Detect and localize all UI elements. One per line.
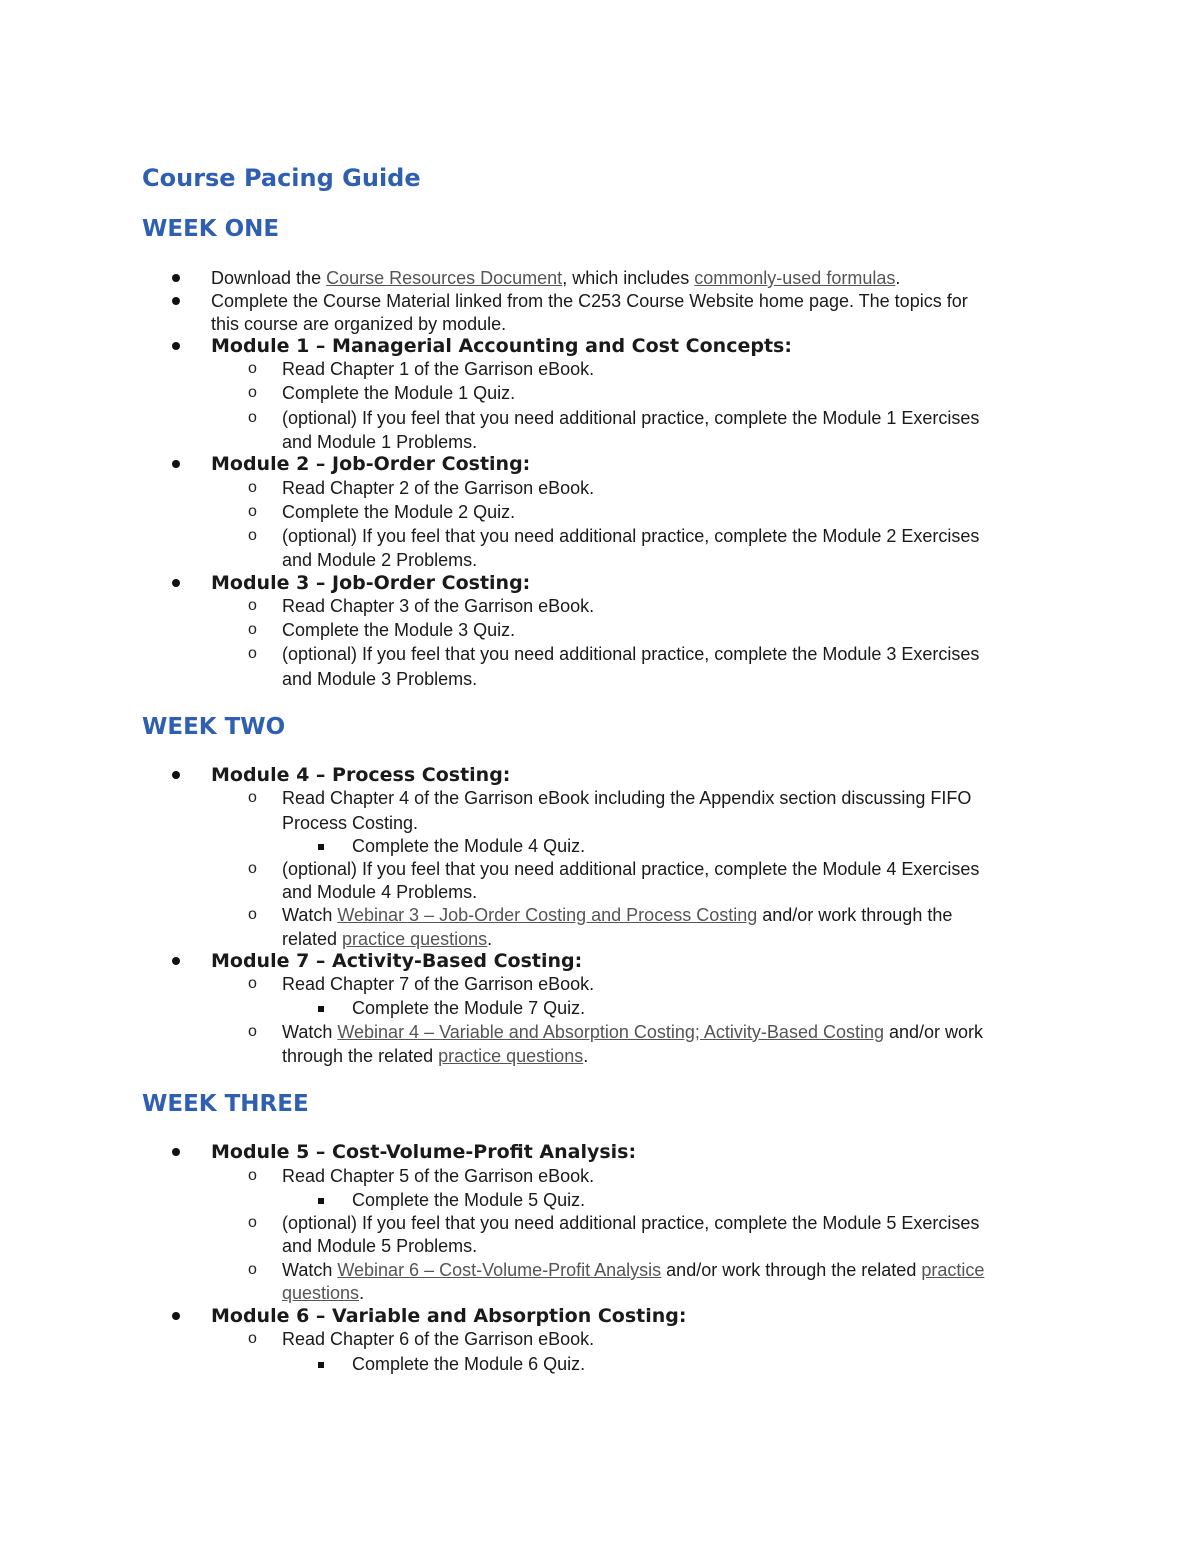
module-7-title: Module 7 – Activity-Based Costing:	[211, 950, 583, 972]
sub-bullet-icon: o	[248, 384, 257, 401]
module-7-read: Read Chapter 7 of the Garrison eBook.	[282, 974, 595, 994]
sub-bullet-icon: o	[248, 597, 257, 614]
webinar-4-link[interactable]: Webinar 4 – Variable and Absorption Costing; Activity-Based Costing	[337, 1022, 884, 1042]
formulas-link[interactable]: commonly-used formulas	[694, 268, 896, 288]
module-1-read: Read Chapter 1 of the Garrison eBook.	[282, 359, 595, 379]
sub-bullet-icon: o	[248, 860, 257, 877]
module-3-title: Module 3 – Job-Order Costing:	[211, 572, 531, 594]
sub-bullet-icon: o	[248, 1023, 257, 1040]
bullet-icon	[172, 957, 180, 965]
sub-bullet-icon: o	[248, 906, 257, 923]
sub-bullet-icon: o	[248, 621, 257, 638]
module-1-quiz: Complete the Module 1 Quiz.	[282, 383, 516, 403]
module-3-quiz: Complete the Module 3 Quiz.	[282, 620, 516, 640]
module-4-optional-line-2: and Module 4 Problems.	[282, 882, 478, 902]
module-5-optional-line-1: (optional) If you feel that you need additional practice, complete the Module 5 Exercises	[282, 1213, 980, 1233]
bullet-icon	[172, 460, 180, 468]
course-material-line-1: Complete the Course Material linked from the C253 Course Website home page. The topics for	[211, 291, 968, 311]
module-7-watch-line-2: through the related practice questions.	[282, 1046, 589, 1066]
module-3-read: Read Chapter 3 of the Garrison eBook.	[282, 596, 595, 616]
square-bullet-icon	[318, 1362, 324, 1368]
week-one-heading: WEEK ONE	[142, 216, 280, 242]
practice-questions-link[interactable]: practice	[921, 1260, 985, 1280]
sub-bullet-icon: o	[248, 527, 257, 544]
module-2-optional-line-2: and Module 2 Problems.	[282, 550, 478, 570]
module-6-read: Read Chapter 6 of the Garrison eBook.	[282, 1329, 595, 1349]
practice-questions-link[interactable]: practice questions	[342, 929, 488, 949]
module-1-optional-line-1: (optional) If you feel that you need additional practice, complete the Module 1 Exercises	[282, 408, 980, 428]
bullet-icon	[172, 1312, 180, 1320]
week-two-heading: WEEK TWO	[142, 714, 286, 740]
sub-bullet-icon: o	[248, 409, 257, 426]
page-title: Course Pacing Guide	[142, 164, 421, 192]
module-2-title: Module 2 – Job-Order Costing:	[211, 453, 531, 475]
practice-questions-link-cont[interactable]: questions	[282, 1283, 360, 1303]
square-bullet-icon	[318, 844, 324, 850]
week-three-heading: WEEK THREE	[142, 1091, 309, 1117]
module-2-optional-line-1: (optional) If you feel that you need additional practice, complete the Module 2 Exercises	[282, 526, 980, 546]
module-4-read-line-2: Process Costing.	[282, 813, 419, 833]
webinar-6-link[interactable]: Webinar 6 – Cost-Volume-Profit Analysis	[337, 1260, 662, 1280]
module-7-watch-line-1: Watch Webinar 4 – Variable and Absorption Costing; Activity-Based Costing and/or work	[282, 1022, 984, 1042]
bullet-icon	[172, 297, 180, 305]
module-7-quiz: Complete the Module 7 Quiz.	[352, 998, 586, 1018]
module-4-quiz: Complete the Module 4 Quiz.	[352, 836, 586, 856]
module-4-watch-line-2: related practice questions.	[282, 929, 493, 949]
module-4-title: Module 4 – Process Costing:	[211, 764, 511, 786]
sub-bullet-icon: o	[248, 1261, 257, 1278]
module-4-watch-line-1: Watch Webinar 3 – Job-Order Costing and Process Costing and/or work through the	[282, 905, 953, 925]
bullet-icon	[172, 771, 180, 779]
sub-bullet-icon: o	[248, 645, 257, 662]
module-2-quiz: Complete the Module 2 Quiz.	[282, 502, 516, 522]
sub-bullet-icon: o	[248, 789, 257, 806]
sub-bullet-icon: o	[248, 1214, 257, 1231]
download-item: Download the Course Resources Document, which includes commonly-used formulas.	[211, 268, 901, 288]
module-3-optional-line-2: and Module 3 Problems.	[282, 669, 478, 689]
module-1-title: Module 1 – Managerial Accounting and Cost Concepts:	[211, 335, 792, 357]
square-bullet-icon	[318, 1006, 324, 1012]
sub-bullet-icon: o	[248, 975, 257, 992]
module-4-read-line-1: Read Chapter 4 of the Garrison eBook including the Appendix section discussing FIFO	[282, 788, 972, 808]
module-5-title: Module 5 – Cost-Volume-Profit Analysis:	[211, 1141, 637, 1163]
sub-bullet-icon: o	[248, 1167, 257, 1184]
webinar-3-link[interactable]: Webinar 3 – Job-Order Costing and Process Costing	[337, 905, 758, 925]
bullet-icon	[172, 1148, 180, 1156]
course-resources-link[interactable]: Course Resources Document	[326, 268, 563, 288]
module-5-watch-line-1: Watch Webinar 6 – Cost-Volume-Profit Analysis and/or work through the related practice	[282, 1260, 985, 1280]
module-6-quiz: Complete the Module 6 Quiz.	[352, 1354, 586, 1374]
module-2-read: Read Chapter 2 of the Garrison eBook.	[282, 478, 595, 498]
course-material-line-2: this course are organized by module.	[211, 314, 507, 334]
sub-bullet-icon: o	[248, 1330, 257, 1347]
module-3-optional-line-1: (optional) If you feel that you need additional practice, complete the Module 3 Exercises	[282, 644, 980, 664]
bullet-icon	[172, 579, 180, 587]
module-6-title: Module 6 – Variable and Absorption Costing:	[211, 1305, 687, 1327]
sub-bullet-icon: o	[248, 360, 257, 377]
bullet-icon	[172, 342, 180, 350]
module-5-read: Read Chapter 5 of the Garrison eBook.	[282, 1166, 595, 1186]
square-bullet-icon	[318, 1198, 324, 1204]
sub-bullet-icon: o	[248, 479, 257, 496]
module-5-watch-line-2: questions.	[282, 1283, 365, 1303]
bullet-icon	[172, 274, 180, 282]
practice-questions-link[interactable]: practice questions	[438, 1046, 584, 1066]
module-5-optional-line-2: and Module 5 Problems.	[282, 1236, 478, 1256]
module-5-quiz: Complete the Module 5 Quiz.	[352, 1190, 586, 1210]
module-1-optional-line-2: and Module 1 Problems.	[282, 432, 478, 452]
sub-bullet-icon: o	[248, 503, 257, 520]
module-4-optional-line-1: (optional) If you feel that you need additional practice, complete the Module 4 Exercises	[282, 859, 980, 879]
